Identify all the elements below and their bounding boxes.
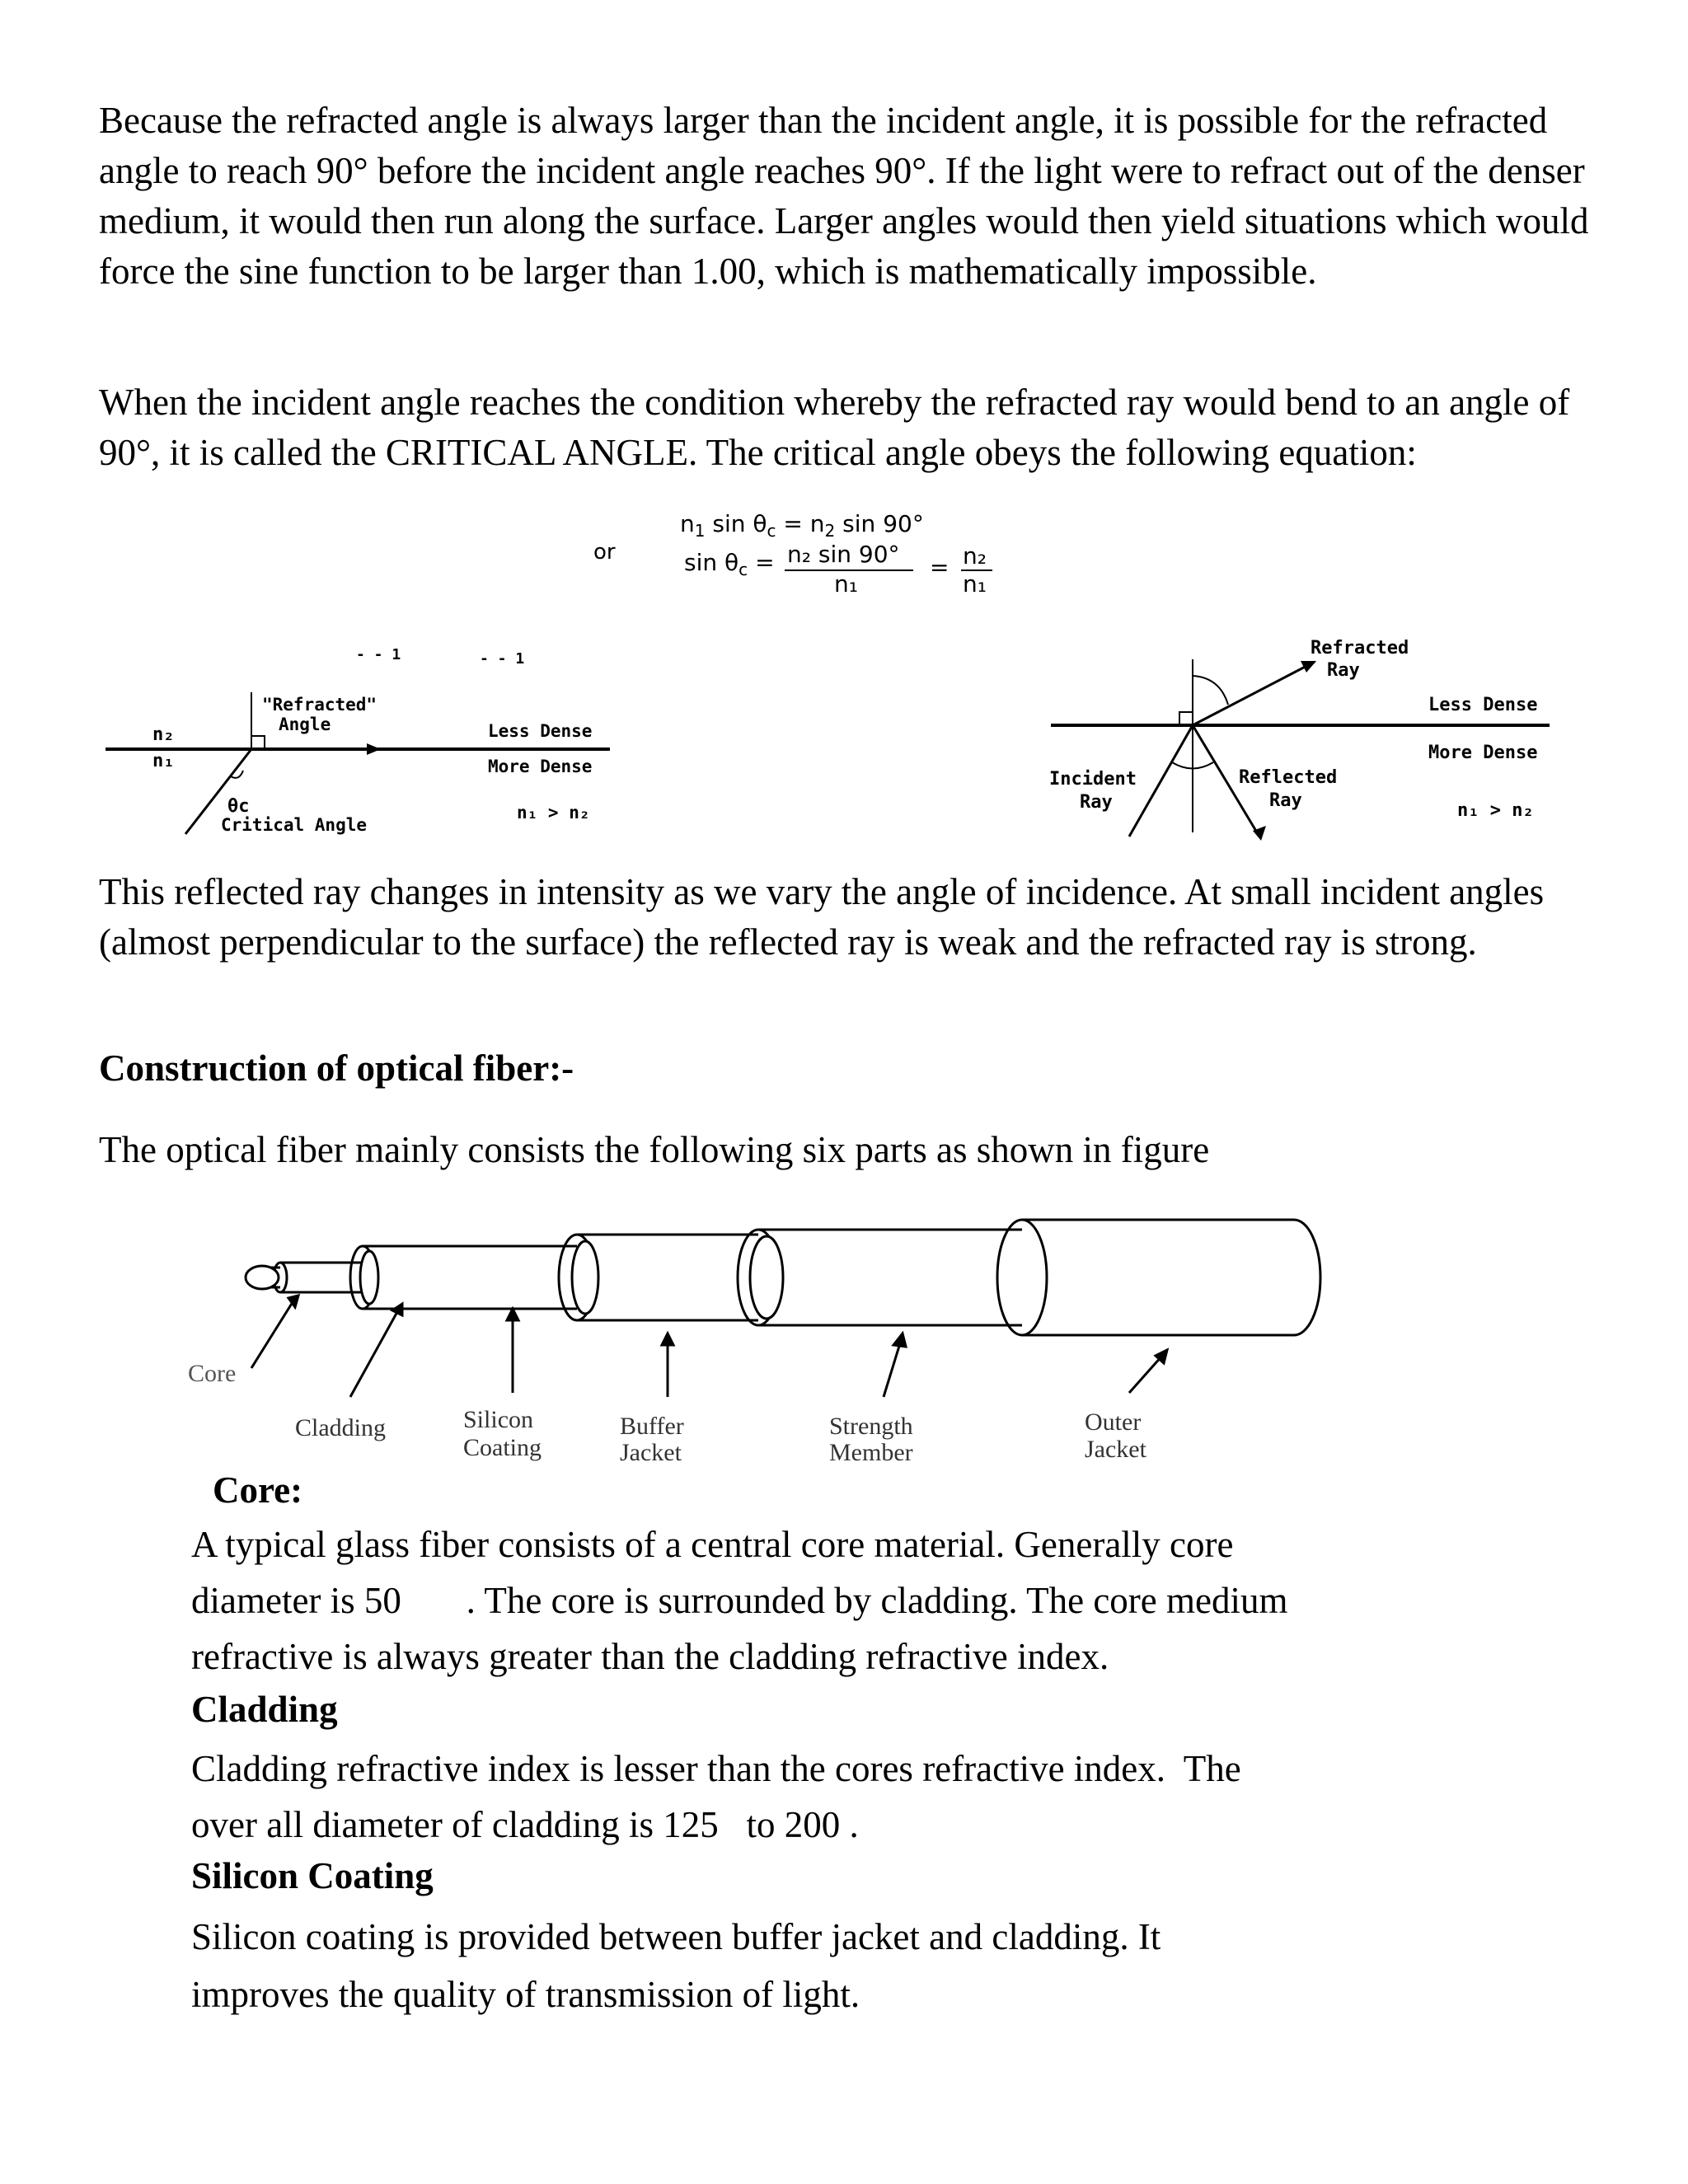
critical-angle-equation <box>593 510 992 598</box>
left-mark-1: - - 1 <box>356 646 401 663</box>
left-n1-label: n₁ <box>152 751 175 771</box>
fiber-label-buffer-1: Buffer <box>620 1413 684 1440</box>
equation-line-1: $n_1$ $\sin \theta_c = n_2$ sin 90° <box>680 510 924 541</box>
fiber-silicon-coating-rim <box>360 1251 378 1304</box>
core-pointer <box>251 1302 293 1368</box>
fiber-outer-jacket-end <box>997 1220 1047 1335</box>
equation-fraction-denominator: n₁ <box>834 570 858 598</box>
silicon-coating-line-2: improves the quality of transmission of light. <box>191 1974 860 2015</box>
right-refracted-label-2: Ray <box>1327 660 1360 681</box>
optical-fiber-figure <box>0 1195 1688 1467</box>
fiber-label-buffer-2: Jacket <box>620 1439 682 1466</box>
fiber-label-strength-2: Member <box>829 1439 913 1466</box>
construction-heading: Construction of optical fiber:- <box>99 1047 574 1089</box>
fiber-label-silicon-2: Coating <box>463 1434 542 1461</box>
left-right-angle-mark <box>251 736 265 749</box>
core-line-2: diameter is 50 . The core is surrounded by cladding. The core medium <box>191 1580 1288 1621</box>
core-line-1: A typical glass fiber consists of a central core material. Generally core <box>191 1524 1234 1565</box>
equation-fraction-numerator: n₂ sin 90° <box>787 541 900 568</box>
right-incident-label-2: Ray <box>1080 792 1113 813</box>
paragraph-refraction-intro: Because the refracted angle is always larger than the incident angle, it is possible for the refracted angle to reach 90° before the incident angle reaches 90°. If the light were to refract out of the denser medium, it would then run along the surface. Larger angles would then yield situations which would force the sine function to be larger than 1.00, which is mathematically impossible. <box>99 100 1589 292</box>
core-line-3: refractive is always greater than the cladding refractive index. <box>191 1636 1109 1677</box>
left-refracted-label: "Refracted" <box>262 695 377 715</box>
eq-n1: n <box>680 510 695 537</box>
left-n1-gt-n2-label: n₁ > n₂ <box>517 803 590 823</box>
paragraph-critical-angle: When the incident angle reaches the condition whereby the refracted ray would bend to an angle of 90°, it is called the CRITICAL ANGLE. The critical angle obeys the following equation: <box>99 382 1570 473</box>
fiber-core-end <box>246 1266 279 1289</box>
strength-pointer-arrowhead <box>893 1333 906 1347</box>
fiber-strength-member <box>758 1230 1022 1325</box>
left-critical-angle-label: Critical Angle <box>221 815 368 835</box>
fiber-outer-jacket <box>1022 1220 1320 1335</box>
left-less-dense-label: Less Dense <box>488 721 593 741</box>
fiber-label-cladding: Cladding <box>295 1414 386 1441</box>
equation-or-label: or <box>593 540 616 565</box>
left-angle-label: Angle <box>279 715 331 734</box>
left-theta-c-label: θc <box>227 796 250 817</box>
silicon-pointer-arrowhead <box>507 1309 518 1320</box>
equation-fraction2-numerator: n₂ <box>963 542 987 569</box>
cladding-pointer-arrowhead <box>392 1304 402 1315</box>
construction-intro: The optical fiber mainly consists the following six parts as shown in figure <box>99 1129 1210 1170</box>
left-mark-2: - - 1 <box>480 650 525 668</box>
left-refracted-arrowhead <box>367 743 381 755</box>
equation-fraction2-denominator: n₁ <box>963 570 987 598</box>
left-n2-label: n₂ <box>152 724 175 745</box>
critical-angle-figure <box>0 494 1688 923</box>
right-reflected-label-2: Ray <box>1269 790 1302 811</box>
core-heading: Core: <box>213 1469 303 1511</box>
fiber-buffer-jacket-rim <box>572 1241 598 1314</box>
cladding-heading: Cladding <box>191 1689 338 1730</box>
right-refracted-ray <box>1193 662 1315 725</box>
fiber-label-core: Core <box>188 1360 237 1387</box>
equation-line-2-lhs: $\sin \theta_c$ = <box>684 549 775 579</box>
right-more-dense-label: More Dense <box>1428 743 1538 763</box>
fiber-label-silicon-1: Silicon <box>463 1406 534 1433</box>
right-n1-gt-n2-label: n₁ > n₂ <box>1457 800 1534 821</box>
cladding-line-2: over all diameter of cladding is 125 to 200 . <box>191 1804 859 1845</box>
fiber-buffer-jacket <box>577 1235 758 1320</box>
right-incident-ray <box>1129 725 1193 837</box>
paragraph-reflected-intensity: This reflected ray changes in intensity as we vary the angle of incidence. At small incident angles (almost perpendicular to the surface) the reflected ray is weak and the refracted ray is strong. <box>99 871 1545 963</box>
right-reflected-label-1: Reflected <box>1239 767 1338 788</box>
fiber-label-outer-2: Jacket <box>1085 1436 1146 1463</box>
silicon-coating-heading: Silicon Coating <box>191 1855 434 1896</box>
silicon-coating-line-1: Silicon coating is provided between buffer jacket and cladding. It <box>191 1916 1161 1957</box>
equation-equals-2: = <box>930 554 950 581</box>
right-right-angle-mark <box>1179 712 1193 725</box>
right-refraction-angle-arc <box>1193 676 1228 705</box>
fiber-label-strength-1: Strength <box>829 1413 913 1440</box>
cladding-line-1: Cladding refractive index is lesser than the cores refractive index. The <box>191 1748 1241 1789</box>
right-incident-label-1: Incident <box>1049 769 1137 790</box>
fiber-strength-member-rim <box>750 1236 783 1319</box>
cladding-pointer <box>350 1310 398 1397</box>
outer-pointer <box>1129 1356 1162 1393</box>
fiber-silicon-coating <box>363 1246 577 1309</box>
fiber-label-outer-1: Outer <box>1085 1408 1142 1436</box>
left-more-dense-label: More Dense <box>488 757 593 776</box>
total-reflection-diagram <box>1049 638 1550 841</box>
buffer-pointer-arrowhead <box>662 1333 673 1345</box>
critical-angle-diagram <box>106 646 610 835</box>
strength-pointer <box>884 1343 900 1397</box>
right-less-dense-label: Less Dense <box>1428 695 1538 715</box>
right-refracted-label-1: Refracted <box>1311 638 1409 658</box>
